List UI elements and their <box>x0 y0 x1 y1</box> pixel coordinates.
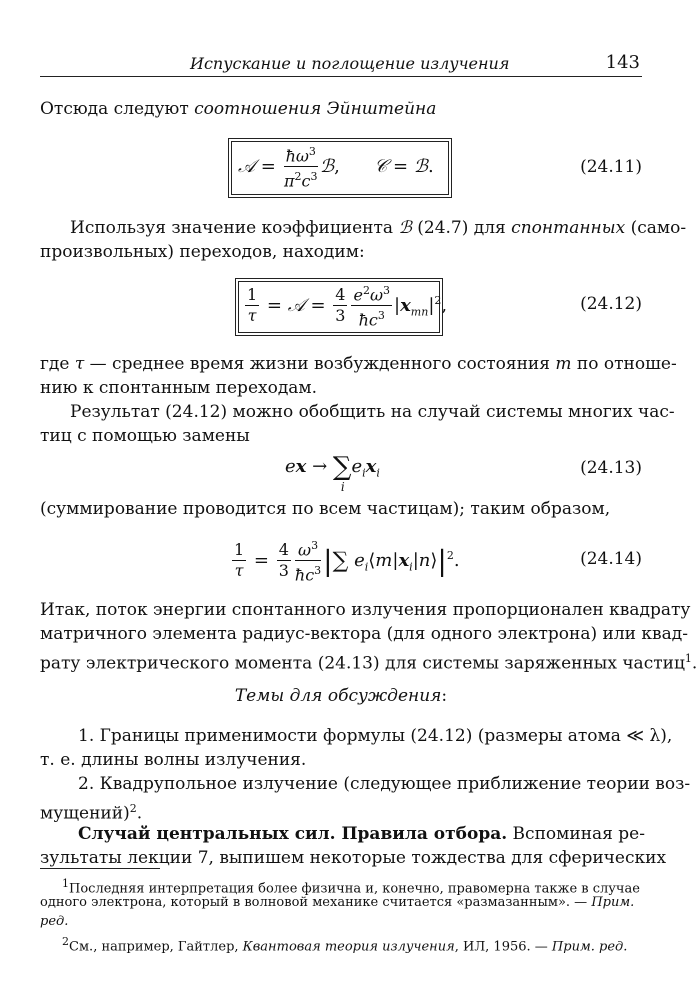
paragraph-conclusion-line3: рату электрического момента (24.13) для системы заряженных частиц$^1$. <box>40 652 697 674</box>
paragraph-summation: (суммирование проводится по всем частицам); таким образом, <box>40 499 611 519</box>
discussion-title: Темы для обсуждения: <box>234 686 448 706</box>
paragraph-coefficient-line2: произвольных) переходов, находим: <box>40 242 365 262</box>
equation-24-14: $\frac{1}{\tau}$ = $\frac{4}{3}$ $\frac{\omega^3}{ħc^3}$ |∑ $e_i⟨m|x_i|n⟩|^2$. <box>230 536 460 586</box>
paragraph-coefficient: Используя значение коэффициента ℬ (24.7) для спонтанных (само- <box>70 218 687 238</box>
footnote-divider <box>40 868 160 869</box>
discussion-item-1: 1. Границы применимости формулы (24.12) (размеры атома ≪ λ), <box>78 726 673 746</box>
discussion-item-2-line2: мущений)$^2$. <box>40 802 143 824</box>
paragraph-lifetime: где τ — среднее время жизни возбужденного состояния m по отноше- <box>40 354 677 374</box>
paragraph-einstein-intro: Отсюда следуют соотношения Эйнштейна <box>40 99 437 119</box>
paragraph-conclusion-line2: матричного элемента радиус-вектора (для одного электрона) или квад- <box>40 624 688 644</box>
running-header <box>40 52 642 77</box>
page-number: 143 <box>605 52 640 73</box>
footnote-2: $^2$См., например, Гайтлер, Квантовая теория излучения, ИЛ, 1956. — Прим. ред. <box>62 935 628 955</box>
equation-number-24-12: (24.12) <box>580 294 642 314</box>
footnote-1-line3: ред. <box>40 914 69 929</box>
paragraph-central-forces: Случай центральных сил. Правила отбора. Вспоминая ре- <box>78 824 645 844</box>
footnote-1-line2: одного электрона, который в волновой механике считается «размазанным». — Прим. <box>40 895 635 910</box>
equation-24-11: 𝒜 = $\frac{ħ\omega^3}{\pi^2c^3}$ ℬ, 𝒞 = ℬ. <box>238 142 434 192</box>
equation-24-12: $\frac{1}{\tau}$ = 𝒜 = $\frac{4}{3}$ $\frac{e^2\omega^3}{ħc^3}$ $|x_{mn}|^2$, <box>243 281 447 331</box>
footnote-1: $^1$Последняя интерпретация более физична и, конечно, правомерна также в случае <box>62 877 640 897</box>
equation-24-13: ex → ∑ i $e_ix_i$ <box>285 452 380 494</box>
equation-number-24-13: (24.13) <box>580 458 642 478</box>
header-title: Испускание и поглощение излучения <box>190 54 510 73</box>
paragraph-generalize-line2: тиц с помощью замены <box>40 426 250 446</box>
discussion-item-2: 2. Квадрупольное излучение (следующее приближение теории воз- <box>78 774 691 794</box>
paragraph-central-forces-line2: зультаты лекции 7, выпишем некоторые тождества для сферических <box>40 848 667 868</box>
equation-number-24-14: (24.14) <box>580 549 642 569</box>
paragraph-generalize: Результат (24.12) можно обобщить на случай системы многих час- <box>70 402 675 422</box>
equation-number-24-11: (24.11) <box>580 157 642 177</box>
discussion-item-1-line2: т. е. длины волны излучения. <box>40 750 307 770</box>
paragraph-lifetime-line2: нию к спонтанным переходам. <box>40 378 318 398</box>
paragraph-conclusion: Итак, поток энергии спонтанного излучения пропорционален квадрату <box>40 600 691 620</box>
